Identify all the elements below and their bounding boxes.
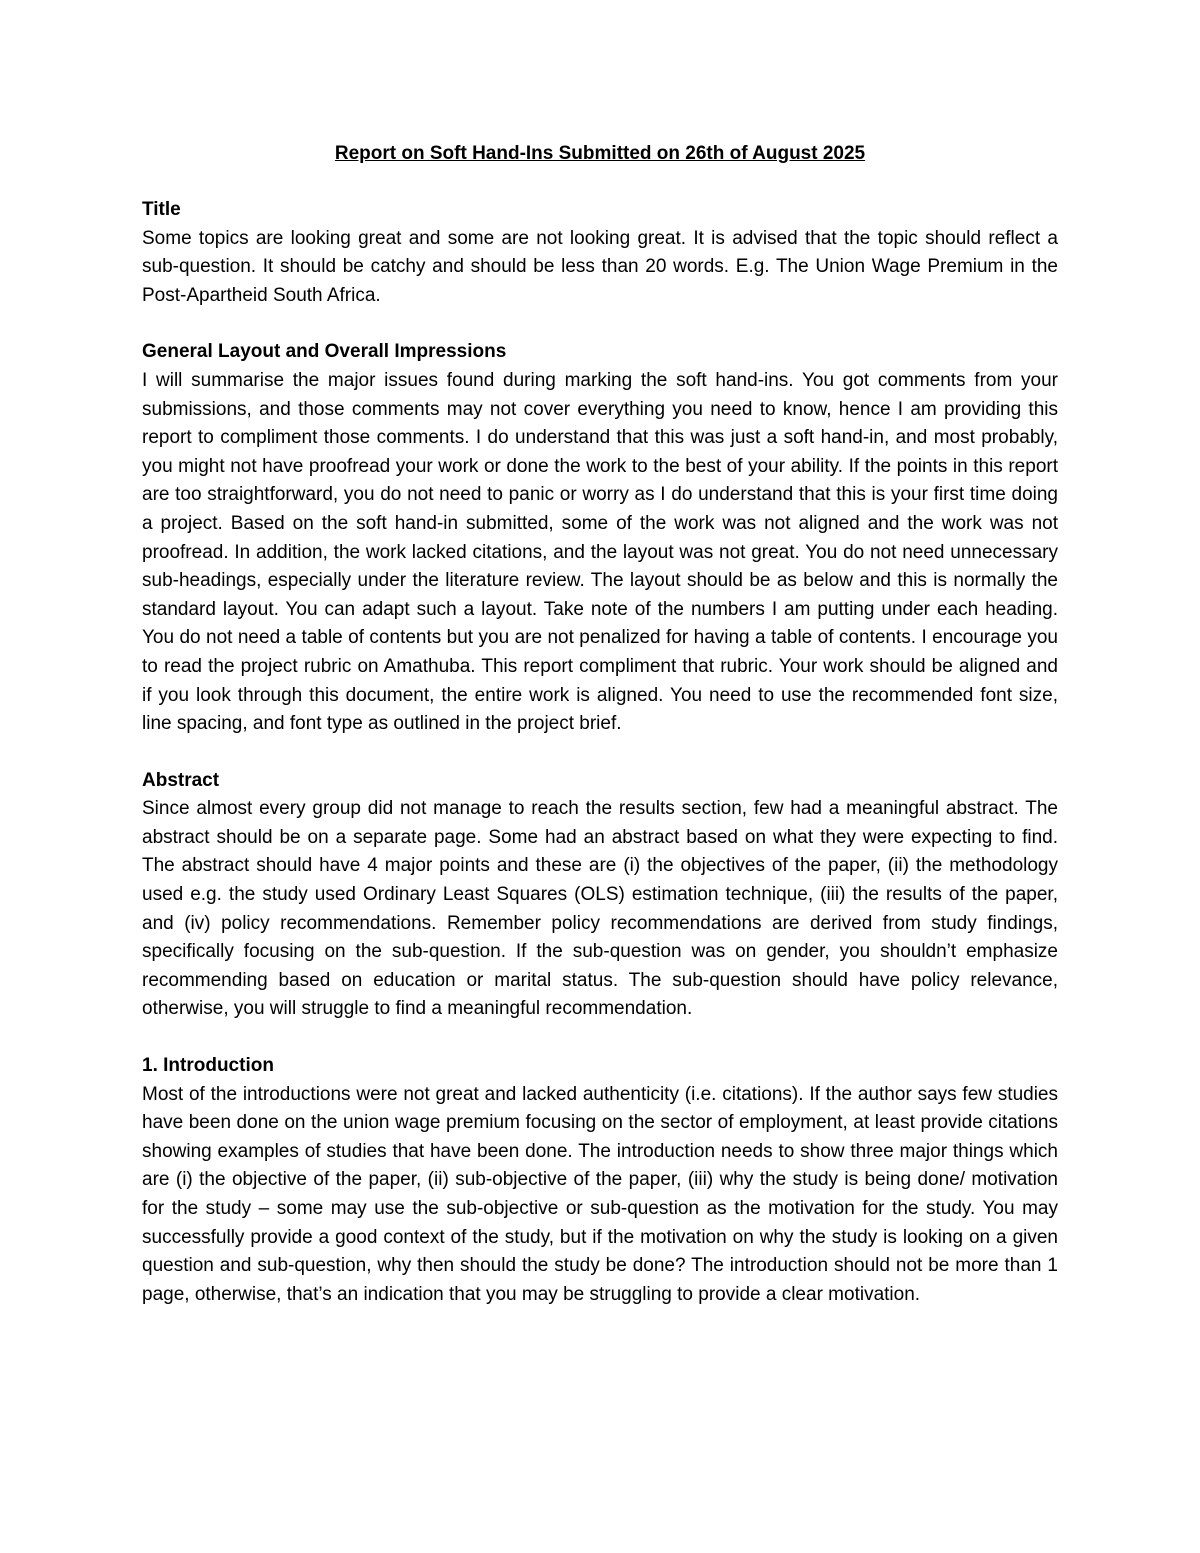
section-title — [142, 196, 1058, 310]
section-body: I will summarise the major issues found during marking the soft hand-ins. You got comments from your submissions, and those comments may not cover everything you need to know, hence I am providing this report to compliment those comments. I do understand that this was just a soft hand-in, and most probably, you might not have proofread your work or done the work to the best of your ability. If the points in this report are too straightforward, you do not need to panic or worry as I do understand that this is your first time doing a project. Based on the soft hand-in submitted, some of the work was not aligned and the work was not proofread. In addition, the work lacked citations, and the layout was not great. You do not need unnecessary sub-headings, especially under the literature review. The layout should be as below and this is normally the standard layout. You can adapt such a layout. Take note of the numbers I am putting under each heading. You do not need a table of contents but you are not penalized for having a table of contents. I encourage you to read the project rubric on Amathuba. This report compliment that rubric. Your work should be aligned and if you look through this document, the entire work is aligned. You need to use the recommended font size, line spacing, and font type as outlined in the project brief. — [142, 369, 1058, 735]
section-heading: 1. Introduction — [142, 1055, 274, 1077]
section-heading: Title — [142, 199, 181, 220]
section-abstract — [142, 767, 1058, 1024]
section-heading: General Layout and Overall Impressions — [142, 341, 507, 363]
section-general-layout — [142, 338, 1058, 738]
document-page — [142, 140, 1058, 1337]
section-heading: Abstract — [142, 769, 220, 791]
section-body: Since almost every group did not manage to reach the results section, few had a meaningful abstract. The abstract should be on a separate page. Some had an abstract based on what they were expecting to find. The abstract should have 4 major points and these are (i) the objectives of the paper, (ii) the methodology used e.g. the study used Ordinary Least Squares (OLS) estimation technique, (iii) the results of the paper, and (iv) policy recommendations. Remember policy recommendations are derived from study findings, specifically focusing on the sub-question. If the sub-question was on gender, you shouldn’t emphasize recommending based on education or marital status. The sub-question should have policy relevance, otherwise, you will struggle to find a meaningful recommendation. — [142, 798, 1058, 1020]
document-title: Report on Soft Hand-Ins Submitted on 26th of August 2025 — [334, 143, 866, 164]
section-body: Some topics are looking great and some are not looking great. It is advised that the topic should reflect a sub-question. It should be catchy and should be less than 20 words. E.g. The Union Wage Premium in the Post-Apartheid South Africa. — [142, 227, 1058, 306]
section-body: Most of the introductions were not great and lacked authenticity (i.e. citations). If the author says few studies have been done on the union wage premium focusing on the sector of employment, at least provide citations showing examples of studies that have been done. The introduction needs to show three major things which are (i) the objective of the paper, (ii) sub-objective of the paper, (iii) why the study is being done/ motivation for the study – some may use the sub-objective or sub-question as the motivation for the study. You may successfully provide a good context of the study, but if the motivation on why the study is looking on a given question and sub-question, why then should the study be done? The introduction should not be more than 1 page, otherwise, that’s an indication that you may be struggling to provide a clear motivation. — [142, 1083, 1058, 1305]
section-introduction — [142, 1052, 1058, 1309]
